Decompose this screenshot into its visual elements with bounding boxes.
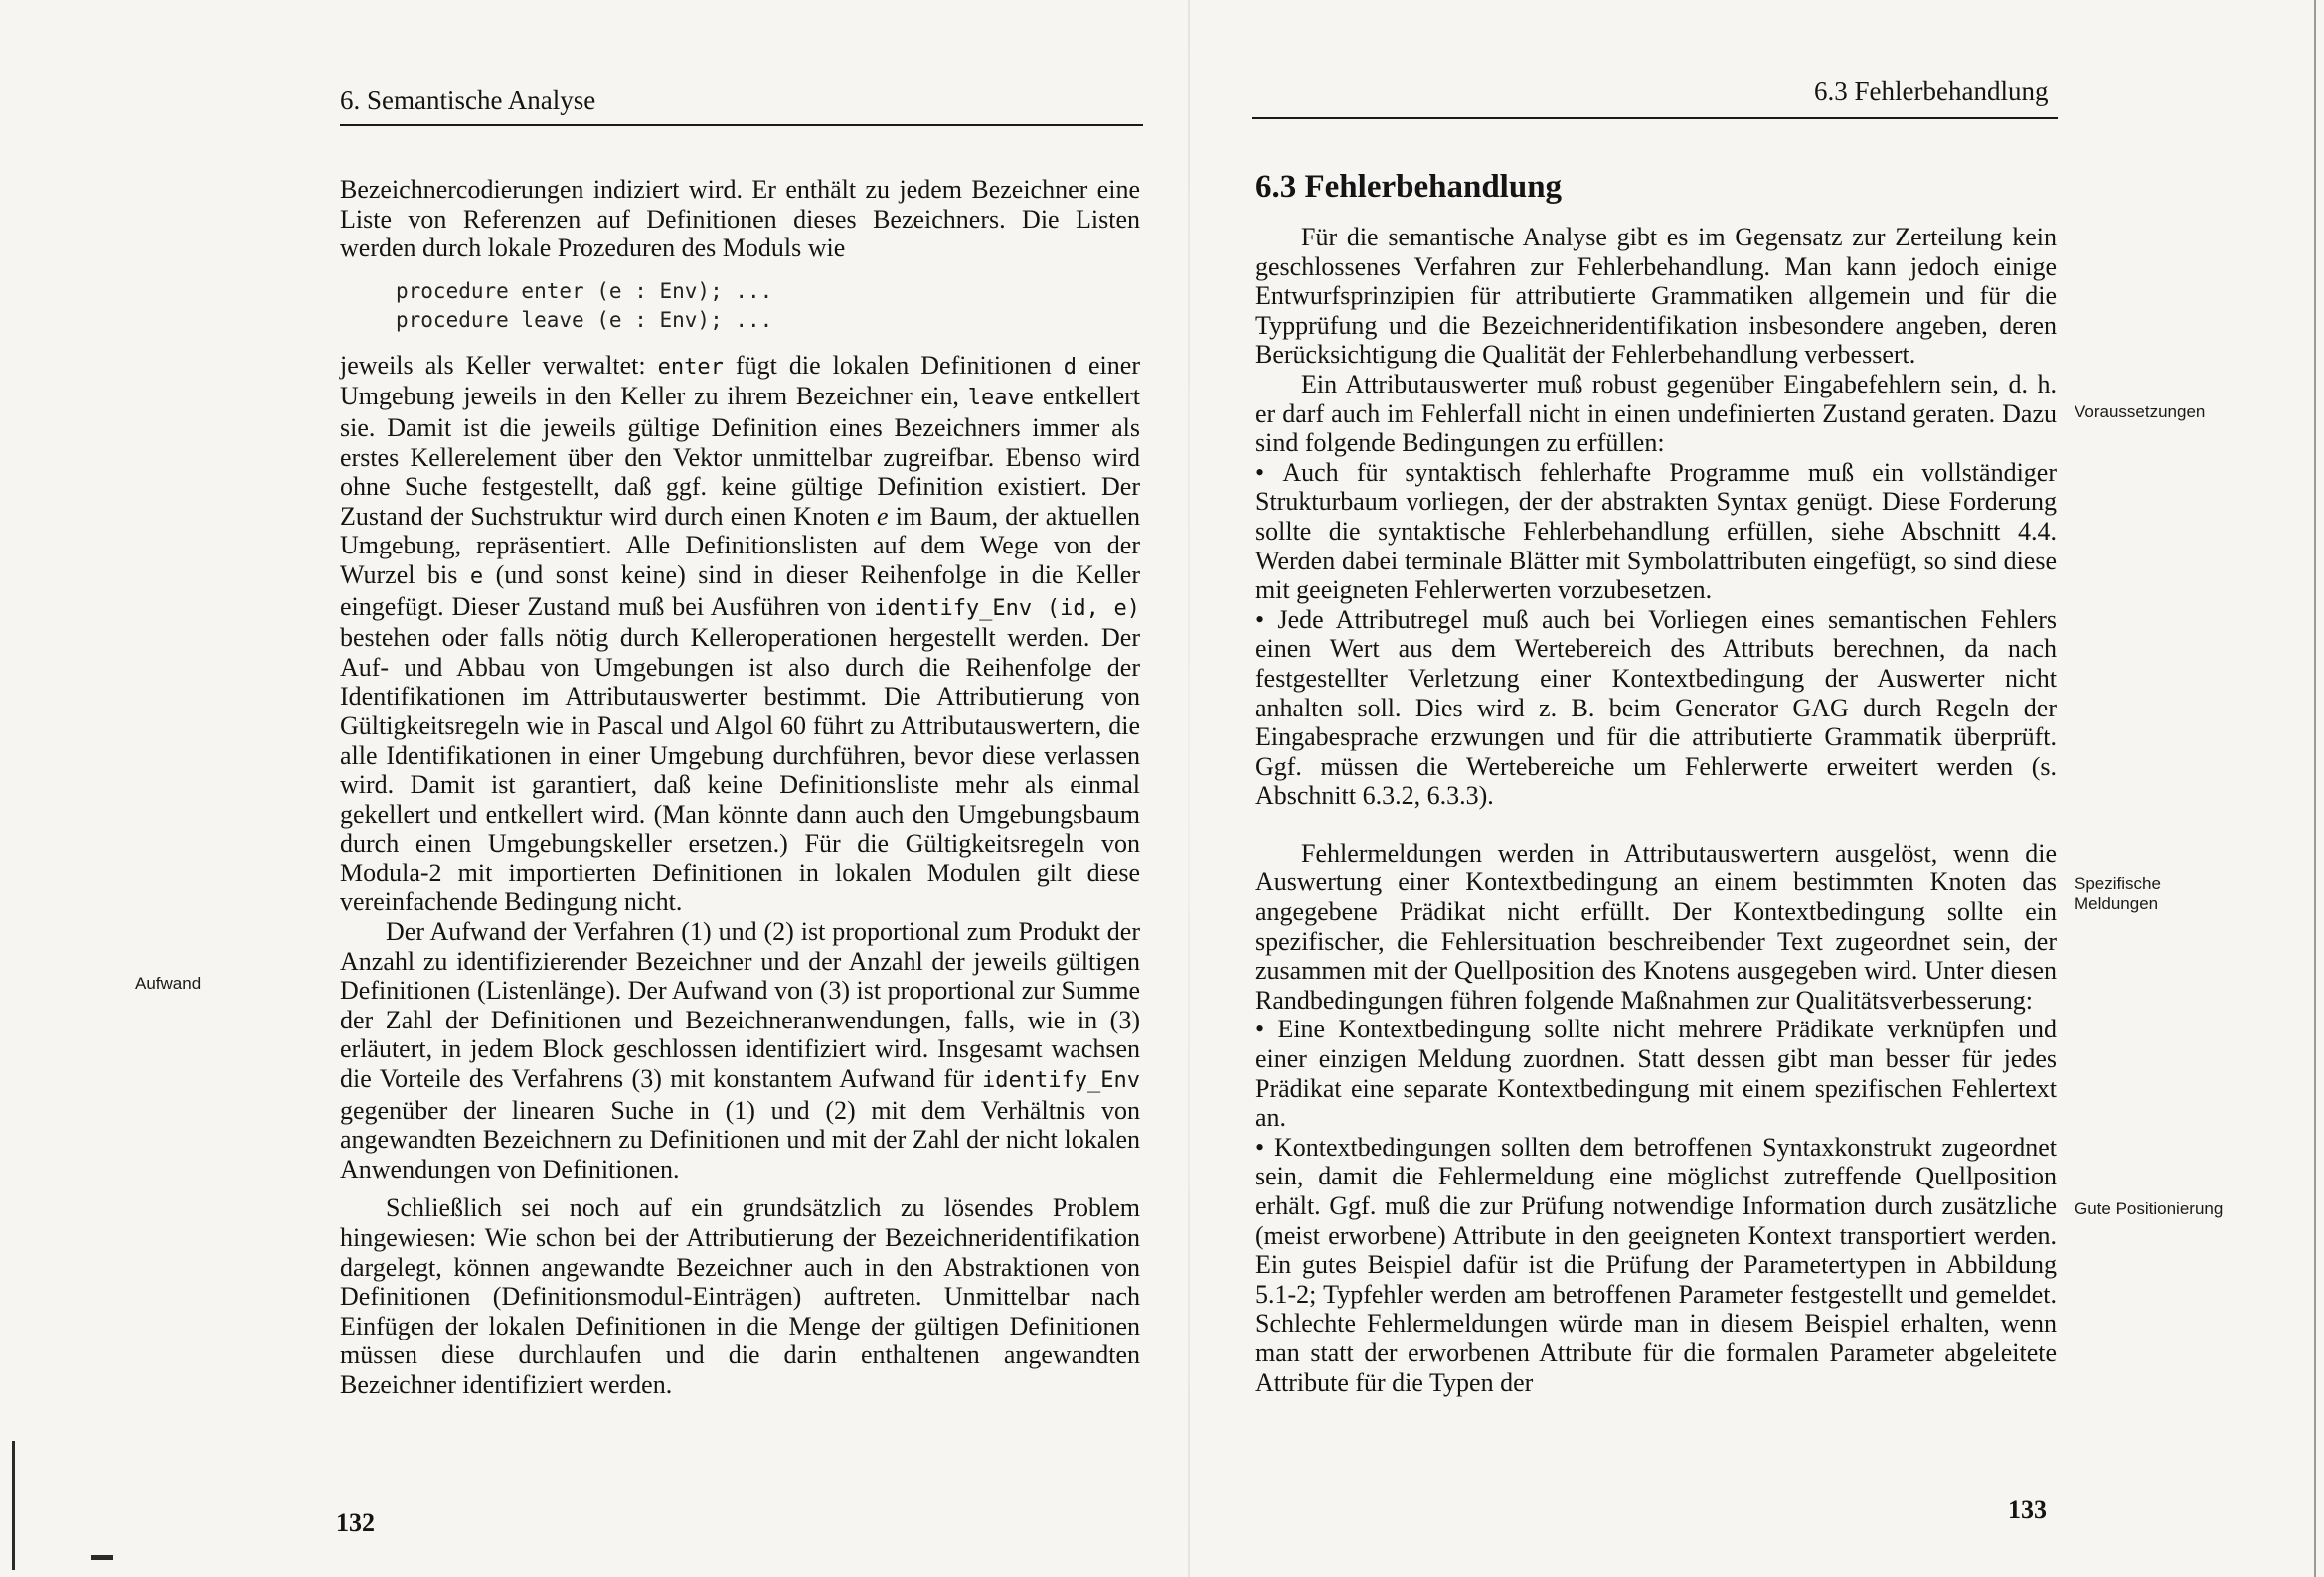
aufwand-paragraph: Der Aufwand der Verfahren (1) und (2) ist proportional zum Produkt der Anzahl zu identifizierender Bezeichner und der Anzahl der jeweils gültigen Definitionen (Listenlänge). Der Aufwand von (3) ist proportional zur Summe der Zahl der Definitionen und Bezeichneranwendungen, falls, wie in (3) erläutert, in jedem Block geschlossen identifiziert wird. Insgesamt wachsen die Vorteile des Verfahrens (3) mit konstantem Aufwand für identify_Env gegenüber der linearen Suche in (1) und (2) mit dem Verhältnis von angewandten Bezeichnern zu Definitionen und mit der Zahl der nicht lokalen Anwendungen von Definitionen. [340, 917, 1140, 1183]
bullet-strukturbaum: • Auch für syntaktisch fehlerhafte Programme muß ein vollständiger Strukturbaum vorliegen, der der abstrakten Syntax genügt. Diese Forderung sollte die syntaktische Fehlerbehandlung erfüllen, siehe Abschnitt 4.4. Werden dabei terminale Blätter mit Symbolattributen eingefügt, so sind diese mit geeigneten Fehlerwerten vorzubesetzen. [1255, 458, 2057, 605]
margin-note-positionierung: Gute Positionierung [2075, 1199, 2224, 1218]
intro-paragraph: Für die semantische Analyse gibt es im Gegensatz zur Zerteilung kein geschlossenes Verfahren zur Fehlerbehandlung. Man kann jedoch einige Entwurfsprinzipien für attributierte Grammatiken allgemein und für die Typprüfung und die Bezeichneridentifikation insbesondere angeben, deren Berücksichtigung die Qualität der Fehlerbehandlung verbessert. [1255, 223, 2057, 370]
left-text-column [340, 175, 1140, 1400]
keller-paragraph: jeweils als Keller verwaltet: enter fügt die lokalen Definitionen d einer Umgebung jeweils in den Keller zu ihrem Bezeichner ein, leave entkellert sie. Damit ist die jeweils gültige Definition eines Bezeichners immer als erstes Kellerelement über den Vektor unmittelbar zugreifbar. Ebenso wird ohne Suche festgestellt, daß ggf. keine gültige Definition existiert. Der Zustand der Suchstruktur wird durch einen Knoten e im Baum, der aktuellen Umgebung, repräsentiert. Alle Definitionslisten auf dem Wege von der Wurzel bis e (und sonst keine) sind in dieser Reihenfolge in die Keller eingefügt. Dieser Zustand muß bei Ausführen von identify_Env (id, e) bestehen oder falls nötig durch Kelleroperationen hergestellt werden. Der Auf- und Abbau von Umgebungen ist also durch die Reihenfolge der Identifikationen im Attributauswerter bestimmt. Die Attributierung von Gültigkeitsregeln wie in Pascal und Algol 60 führt zu Attributauswertern, die alle Identifikationen in einer Umgebung durchführen, bevor diese verlassen wird. Damit ist garantiert, daß keine Definitionsliste mehr als einmal gekellert und entkellert wird. (Man könnte dann auch den Umgebungsbaum durch einen Umgebungskeller ersetzen.) Für die Gültigkeitsregeln von Modula-2 mit importierten Definitionen in lokalen Modulen gilt diese vereinfachende Bedingung nicht. [340, 350, 1141, 917]
margin-note-voraussetzungen: Voraussetzungen [2075, 402, 2206, 421]
right-text-column [1255, 223, 2057, 1397]
scan-right-edge [2314, 0, 2316, 1577]
code-line-leave: procedure leave (e : Env); ... [396, 307, 773, 332]
bullet-positionierung: • Kontextbedingungen sollten dem betroffenen Syntaxkonstrukt zugeordnet sein, damit die Fehlermeldung eine möglichst zutreffende Quellposition erhält. Ggf. muß die zur Prüfung notwendige Information durch zusätzliche (meist erworbene) Attribute in den geeigneten Kontext transportiert werden. Ein gutes Beispiel dafür ist die Prüfung der Parametertypen in Abbildung 5.1-2; Typfehler werden am betroffenen Parameter festgestellt und gemeldet. Schlechte Fehlermeldungen würde man in diesem Beispiel erhalten, wenn man statt der erworbenen Attribute für die formalen Parameter abgeleitete Attribute für die Typen der [1255, 1133, 2057, 1397]
right-page [1193, 0, 2324, 1577]
right-page-number: 133 [2008, 1496, 2047, 1524]
code-block [340, 277, 1140, 335]
right-running-head: 6.3 Fehlerbehandlung [1814, 77, 2049, 106]
scan-smudge [91, 1555, 113, 1560]
bullet-attributregel: • Jede Attributregel muß auch bei Vorliegen eines semantischen Fehlers einen Wert aus dem Wertebereich des Attributs berechnen, da nach festgestellter Verletzung einer Kontextbedingung der Auswerter nicht anhalten soll. Dies wird z. B. beim Generator GAG durch Regeln der Eingabesprache erzwungen und für die attributierte Grammatik überprüft. Ggf. müssen die Wertebereiche um Fehlerwerte erweitert werden (s. Abschnitt 6.3.2, 6.3.3). [1255, 605, 2057, 811]
left-running-head: 6. Semantische Analyse [340, 85, 596, 115]
right-head-rule [1252, 117, 2058, 119]
margin-note-aufwand: Aufwand [135, 974, 202, 993]
robust-paragraph: Ein Attributauswerter muß robust gegenüber Eingabefehlern sein, d. h. er darf auch im Fehlerfall nicht in einen undefinierten Zustand geraten. Dazu sind folgende Bedingungen zu erfüllen: [1255, 369, 2057, 458]
problem-paragraph: Schließlich sei noch auf ein grundsätzlich zu lösendes Problem hingewiesen: Wie schon bei der Attributierung der Bezeichneridentifikation dargelegt, können angewandte Bezeichner auch in den Abstraktionen von Definitionen (Definitionsmodul-Einträgen) auftreten. Unmittelbar nach Einfügen der lokalen Definitionen in die Menge der gültigen Definitionen müssen diese durchlaufen und die darin enthaltenen angewandten Bezeichner identifiziert werden. [340, 1193, 1140, 1399]
scan-edge-mark [12, 1441, 15, 1570]
code-line-enter: procedure enter (e : Env); ... [396, 278, 773, 303]
left-page-number: 132 [336, 1508, 375, 1537]
left-head-rule [340, 124, 1143, 126]
bullet-kontextbedingung: • Eine Kontextbedingung sollte nicht mehrere Prädikate verknüpfen und einer einzigen Meldung zuordnen. Statt dessen gibt man besser für jedes Prädikat eine separate Kontextbedingung mit einem spezifischen Fehlertext an. [1255, 1015, 2057, 1132]
meldungen-paragraph: Fehlermeldungen werden in Attributauswertern ausgelöst, wenn die Auswertung einer Kontextbedingung an einem bestimmten Knoten das angegebene Prädikat nicht erfüllt. Der Kontextbedingung sollte ein spezifischer, die Fehlersituation beschreibender Text zugeordnet sein, der zusammen mit der Quellposition des Knotens ausgegeben wird. Unter diesen Randbedingungen führen folgende Maßnahmen zur Qualitätsverbesserung: [1255, 838, 2057, 1015]
section-title: 6.3 Fehlerbehandlung [1255, 169, 1563, 205]
margin-note-spezifische: Spezifische Meldungen [2075, 874, 2161, 913]
left-top-paragraph: Bezeichnercodierungen indiziert wird. Er enthält zu jedem Bezeichner eine Liste von Referenzen auf Definitionen dieses Bezeichners. Die Listen werden durch lokale Prozeduren des Moduls wie [340, 175, 1140, 263]
